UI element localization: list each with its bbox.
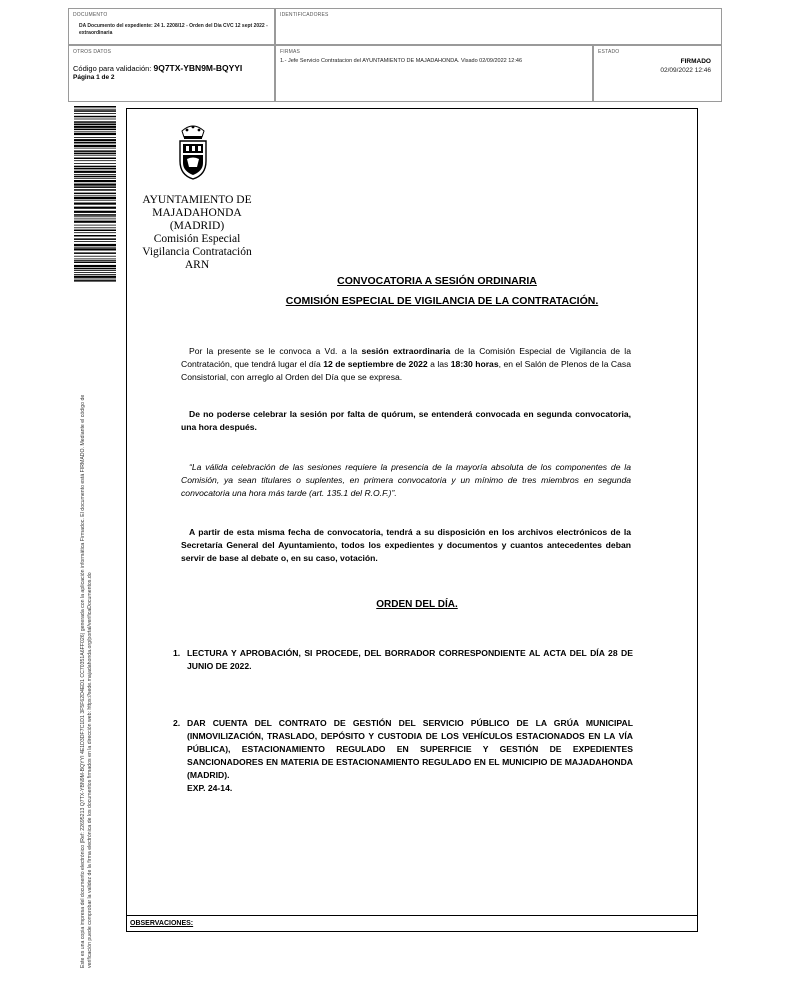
- rof-quote-paragraph: [181, 461, 631, 500]
- side-text-line-2: verificación puede comprobar la validez de la firma electrónica de los documentos firmados en la dirección web: https://sede.majadahonda.org/portal/verificaDocumentos.do: [87, 572, 93, 968]
- organization-name: [127, 194, 267, 272]
- estado-value: FIRMADO: [680, 58, 711, 65]
- observaciones-label: OBSERVACIONES:: [130, 920, 194, 927]
- observaciones-divider: [127, 915, 697, 916]
- convocation-paragraph: [181, 345, 631, 384]
- estado-date: 02/09/2022 12:46: [660, 67, 711, 74]
- codigo-value: 9Q7TX-YBN9M-BQYYI: [153, 63, 243, 73]
- org-line-4: Comisión Especial: [153, 233, 241, 245]
- document-subtitle: COMISIÓN ESPECIAL DE VIGILANCIA DE LA CONTRATACIÓN.: [285, 295, 599, 307]
- agenda-item-text: DAR CUENTA DEL CONTRATO DE GESTIÓN DEL SERVICIO PÚBLICO DE LA GRÚA MUNICIPAL (INMOVILIZACIÓN, TRASLADO, DEPÓSITO Y CUSTODIA DE LOS VEHÍCULOS ESTACIONADOS EN LA VÍA PÚBLICA), ESTACIONAMIENTO REGULADO EN SUPERFICIE Y GESTIÓN DE EXPEDIENTES SANCIONADORES EN MATERIA DE ESTACIONAMIENTO REGULADO EN EL MUNICIPIO DE MAJADAHONDA (MADRID).: [187, 718, 633, 780]
- header-estado-cell: [593, 45, 722, 102]
- org-line-2: MAJADAHONDA: [152, 207, 242, 219]
- codigo-validacion: [73, 63, 242, 73]
- codigo-label: Código para validación:: [73, 64, 152, 73]
- agenda-item: [173, 717, 633, 795]
- p1-text-e: a las: [427, 359, 451, 369]
- agenda-title: ORDEN DEL DÍA.: [376, 599, 458, 610]
- coat-of-arms-icon: [175, 121, 211, 183]
- agenda-item: [173, 647, 633, 673]
- org-line-5: Vigilancia Contratación: [142, 246, 252, 258]
- p1-text-g: , en el Salón de Plenos de la Casa Consistorial, con arreglo al Orden del Día que se expresa.: [181, 359, 631, 382]
- firmas-value: 1.- Jefe Servicio Contratacion del AYUNTAMIENTO DE MAJADAHONDA. Visado 02/09/2022 12:46: [280, 58, 523, 64]
- estado-label: ESTADO: [598, 49, 620, 55]
- documents-available-paragraph: [181, 526, 631, 565]
- p1-date: 12 de septiembre de 2022: [323, 359, 428, 369]
- header-firmas-cell: [275, 45, 593, 102]
- header-identificadores-cell: [275, 8, 722, 45]
- header-otros-datos-cell: [68, 45, 275, 102]
- agenda-item-number: 1.: [173, 648, 181, 658]
- p1-text-c: de la Comisión Especial de Vigilancia de la Contratación, que tendrá lugar el día: [181, 346, 631, 369]
- documento-value: DA Documento del expediente: 24 1. 2208/12 - Orden del Día CVC 12 sept 2022 - extraordinaria: [79, 23, 268, 36]
- barcode-image: [74, 106, 116, 282]
- document-title: CONVOCATORIA A SESIÓN ORDINARIA: [337, 275, 537, 287]
- org-line-6: ARN: [184, 259, 210, 271]
- documento-label: DOCUMENTO: [73, 12, 108, 18]
- header-documento-cell: [68, 8, 275, 45]
- p1-text-a: Por la presente se le convoca a Vd. a la: [189, 346, 362, 356]
- agenda-item-text: LECTURA Y APROBACIÓN, SI PROCEDE, DEL BORRADOR CORRESPONDIENTE AL ACTA DEL DÍA 28 DE JUNIO DE 2022.: [187, 648, 633, 671]
- otros-datos-label: OTROS DATOS: [73, 49, 112, 55]
- document-frame: [126, 108, 698, 932]
- agenda-item-exp: EXP. 24-14.: [187, 783, 233, 793]
- org-line-3: (MADRID): [169, 220, 225, 232]
- quorum-paragraph: [181, 408, 631, 434]
- p1-time: 18:30 horas: [450, 359, 499, 369]
- p1-session-type: sesión extraordinaria: [361, 346, 451, 356]
- p3-text: “La válida celebración de las sesiones requiere la presencia de la mayoría absoluta de los componentes de la Comisión, ya sean titulares o suplentes, en primera convocatoria y un mínimo de tres miembros en segunda convocatoria una hora más tarde (art. 135.1 del R.O.F.)”.: [181, 462, 631, 498]
- p2-text: De no poderse celebrar la sesión por falta de quórum, se entenderá convocada en segunda convocatoria, una hora después.: [181, 409, 631, 432]
- p4-text: A partir de esta misma fecha de convocatoria, tendrá a su disposición en los archivos electrónicos de la Secretaría General del Ayuntamiento, todos los expedientes y documentos y cuantos antecedentes deban servir de base al debate o, en su caso, votación.: [181, 527, 631, 563]
- page-number: Página 1 de 2: [73, 74, 115, 81]
- firmas-label: FIRMAS: [280, 49, 301, 55]
- verification-side-text: [80, 298, 94, 968]
- agenda-item-number: 2.: [173, 718, 181, 728]
- side-text-line-1: Este es una copia impresa del documento electrónico (Ref: 22695213 Q7TX-YBN9M-BQYYI 4E1D3DF7C1D1 3F5F62D4ED1 CC70351A6FF026) generada con la aplicación informática Firmadoc. El documento está FIRMADO. Mediante el código de: [80, 394, 86, 968]
- org-line-1: AYUNTAMIENTO DE: [142, 194, 252, 206]
- identificadores-label: IDENTIFICADORES: [280, 12, 329, 18]
